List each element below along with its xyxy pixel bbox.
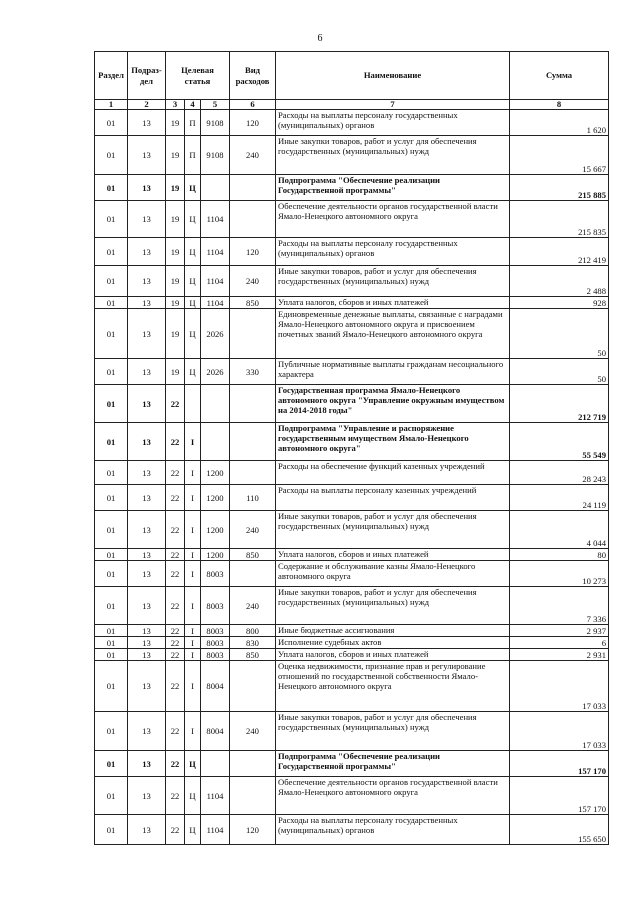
col-number: 7 xyxy=(276,100,510,110)
name-cell: Иные закупки товаров, работ и услуг для обеспечения государственных (муниципальных) нужд xyxy=(276,511,510,549)
sum-cell: 1 620 xyxy=(510,110,609,136)
razdel-cell: 01 xyxy=(95,175,128,201)
sum-cell: 212 419 xyxy=(510,238,609,266)
col-number: 5 xyxy=(201,100,230,110)
direction-code-cell: 8003 xyxy=(201,649,230,661)
podrazdel-cell: 13 xyxy=(128,637,166,649)
sum-cell: 157 170 xyxy=(510,777,609,815)
expense-type-cell xyxy=(230,561,276,587)
sum-cell: 928 xyxy=(510,297,609,309)
direction-code-cell: 9108 xyxy=(201,110,230,136)
direction-code-cell: 1200 xyxy=(201,485,230,511)
podrazdel-cell: 13 xyxy=(128,110,166,136)
razdel-cell: 01 xyxy=(95,712,128,751)
razdel-cell: 01 xyxy=(95,777,128,815)
name-cell: Иные закупки товаров, работ и услуг для обеспечения государственных (муниципальных) нужд xyxy=(276,136,510,175)
expense-type-cell xyxy=(230,309,276,359)
podrazdel-cell: 13 xyxy=(128,385,166,423)
direction-code-cell xyxy=(201,423,230,461)
subprogram-code-cell: Ц xyxy=(185,297,201,309)
col-number: 8 xyxy=(510,100,609,110)
direction-code-cell: 1104 xyxy=(201,297,230,309)
razdel-cell: 01 xyxy=(95,815,128,845)
table-row xyxy=(95,201,609,238)
subprogram-code-cell: I xyxy=(185,461,201,485)
sum-cell: 4 044 xyxy=(510,511,609,549)
direction-code-cell: 2026 xyxy=(201,309,230,359)
table-row xyxy=(95,136,609,175)
podrazdel-cell: 13 xyxy=(128,136,166,175)
sum-cell: 7 336 xyxy=(510,587,609,625)
direction-code-cell: 1104 xyxy=(201,777,230,815)
table-row xyxy=(95,423,609,461)
sum-cell: 215 835 xyxy=(510,201,609,238)
razdel-cell: 01 xyxy=(95,110,128,136)
subprogram-code-cell: П xyxy=(185,136,201,175)
table-row xyxy=(95,309,609,359)
razdel-cell: 01 xyxy=(95,461,128,485)
direction-code-cell: 8004 xyxy=(201,712,230,751)
program-code-cell: 19 xyxy=(166,359,185,385)
name-cell: Государственная программа Ямало-Ненецкого автономного округа "Управление окружным имуществом на 2014-2018 годы" xyxy=(276,385,510,423)
direction-code-cell: 1200 xyxy=(201,461,230,485)
podrazdel-cell: 13 xyxy=(128,359,166,385)
podrazdel-cell: 13 xyxy=(128,485,166,511)
podrazdel-cell: 13 xyxy=(128,309,166,359)
name-cell: Расходы на выплаты персоналу государственных (муниципальных) органов xyxy=(276,110,510,136)
header-podrazdel: Подраз- дел xyxy=(128,52,166,100)
name-cell: Обеспечение деятельности органов государственной власти Ямало-Ненецкого автономного округа xyxy=(276,201,510,238)
razdel-cell: 01 xyxy=(95,385,128,423)
program-code-cell: 19 xyxy=(166,175,185,201)
subprogram-code-cell: I xyxy=(185,649,201,661)
podrazdel-cell: 13 xyxy=(128,712,166,751)
expense-type-cell: 850 xyxy=(230,297,276,309)
program-code-cell: 22 xyxy=(166,777,185,815)
subprogram-code-cell: I xyxy=(185,561,201,587)
program-code-cell: 22 xyxy=(166,423,185,461)
name-cell: Иные закупки товаров, работ и услуг для обеспечения государственных (муниципальных) нужд xyxy=(276,712,510,751)
subprogram-code-cell: Ц xyxy=(185,309,201,359)
program-code-cell: 22 xyxy=(166,461,185,485)
table-row xyxy=(95,485,609,511)
name-cell: Иные закупки товаров, работ и услуг для обеспечения государственных (муниципальных) нужд xyxy=(276,266,510,297)
direction-code-cell: 8004 xyxy=(201,661,230,712)
program-code-cell: 19 xyxy=(166,201,185,238)
subprogram-code-cell: I xyxy=(185,511,201,549)
expense-type-cell xyxy=(230,461,276,485)
direction-code-cell xyxy=(201,751,230,777)
name-cell: Уплата налогов, сборов и иных платежей xyxy=(276,297,510,309)
direction-code-cell: 9108 xyxy=(201,136,230,175)
sum-cell: 15 667 xyxy=(510,136,609,175)
razdel-cell: 01 xyxy=(95,625,128,637)
sum-cell: 212 719 xyxy=(510,385,609,423)
sum-cell: 17 033 xyxy=(510,661,609,712)
razdel-cell: 01 xyxy=(95,751,128,777)
name-cell: Исполнение судебных актов xyxy=(276,637,510,649)
razdel-cell: 01 xyxy=(95,266,128,297)
razdel-cell: 01 xyxy=(95,561,128,587)
name-cell: Обеспечение деятельности органов государственной власти Ямало-Ненецкого автономного округа xyxy=(276,777,510,815)
expense-type-cell xyxy=(230,423,276,461)
table-row xyxy=(95,461,609,485)
subprogram-code-cell: Ц xyxy=(185,266,201,297)
direction-code-cell: 1104 xyxy=(201,238,230,266)
program-code-cell: 22 xyxy=(166,712,185,751)
sum-cell: 10 273 xyxy=(510,561,609,587)
subprogram-code-cell: П xyxy=(185,110,201,136)
direction-code-cell: 8003 xyxy=(201,625,230,637)
podrazdel-cell: 13 xyxy=(128,423,166,461)
name-cell: Содержание и обслуживание казны Ямало-Ненецкого автономного округа xyxy=(276,561,510,587)
table-row xyxy=(95,110,609,136)
column-number-row xyxy=(95,100,609,110)
expense-type-cell xyxy=(230,175,276,201)
podrazdel-cell: 13 xyxy=(128,238,166,266)
page-number: 6 xyxy=(317,33,323,44)
expense-type-cell: 240 xyxy=(230,266,276,297)
direction-code-cell: 1200 xyxy=(201,549,230,561)
razdel-cell: 01 xyxy=(95,309,128,359)
table-row xyxy=(95,777,609,815)
subprogram-code-cell: Ц xyxy=(185,751,201,777)
program-code-cell: 22 xyxy=(166,561,185,587)
name-cell: Оценка недвижимости, признание прав и регулирование отношений по государственной собственности Ямало-Ненецкого автономного округа xyxy=(276,661,510,712)
sum-cell: 2 931 xyxy=(510,649,609,661)
expense-type-cell xyxy=(230,751,276,777)
col-number: 2 xyxy=(128,100,166,110)
expense-type-cell: 120 xyxy=(230,110,276,136)
subprogram-code-cell: Ц xyxy=(185,201,201,238)
sum-cell: 6 xyxy=(510,637,609,649)
table-row xyxy=(95,587,609,625)
expense-type-cell xyxy=(230,777,276,815)
program-code-cell: 19 xyxy=(166,266,185,297)
name-cell: Подпрограмма "Обеспечение реализации Государственной программы" xyxy=(276,175,510,201)
subprogram-code-cell: Ц xyxy=(185,175,201,201)
program-code-cell: 22 xyxy=(166,485,185,511)
program-code-cell: 22 xyxy=(166,385,185,423)
podrazdel-cell: 13 xyxy=(128,815,166,845)
name-cell: Иные бюджетные ассигнования xyxy=(276,625,510,637)
sum-cell: 215 885 xyxy=(510,175,609,201)
expense-type-cell: 330 xyxy=(230,359,276,385)
subprogram-code-cell xyxy=(185,385,201,423)
expense-type-cell: 110 xyxy=(230,485,276,511)
table-row xyxy=(95,649,609,661)
program-code-cell: 19 xyxy=(166,136,185,175)
direction-code-cell: 1200 xyxy=(201,511,230,549)
sum-cell: 155 650 xyxy=(510,815,609,845)
sum-cell: 50 xyxy=(510,359,609,385)
podrazdel-cell: 13 xyxy=(128,297,166,309)
header-razdel: Раздел xyxy=(95,52,128,100)
expense-type-cell: 240 xyxy=(230,587,276,625)
expense-type-cell xyxy=(230,661,276,712)
podrazdel-cell: 13 xyxy=(128,661,166,712)
direction-code-cell: 8003 xyxy=(201,561,230,587)
razdel-cell: 01 xyxy=(95,201,128,238)
col-number: 1 xyxy=(95,100,128,110)
podrazdel-cell: 13 xyxy=(128,461,166,485)
sum-cell: 50 xyxy=(510,309,609,359)
subprogram-code-cell: Ц xyxy=(185,777,201,815)
program-code-cell: 22 xyxy=(166,637,185,649)
subprogram-code-cell: I xyxy=(185,625,201,637)
sum-cell: 17 033 xyxy=(510,712,609,751)
expense-type-cell xyxy=(230,385,276,423)
program-code-cell: 22 xyxy=(166,511,185,549)
razdel-cell: 01 xyxy=(95,423,128,461)
podrazdel-cell: 13 xyxy=(128,201,166,238)
razdel-cell: 01 xyxy=(95,511,128,549)
header-naimenovanie: Наименование xyxy=(276,52,510,100)
table-row xyxy=(95,511,609,549)
podrazdel-cell: 13 xyxy=(128,511,166,549)
table-row xyxy=(95,359,609,385)
razdel-cell: 01 xyxy=(95,549,128,561)
name-cell: Публичные нормативные выплаты гражданам несоциального характера xyxy=(276,359,510,385)
program-code-cell: 19 xyxy=(166,238,185,266)
table-row xyxy=(95,297,609,309)
program-code-cell: 19 xyxy=(166,110,185,136)
podrazdel-cell: 13 xyxy=(128,587,166,625)
podrazdel-cell: 13 xyxy=(128,649,166,661)
table-row xyxy=(95,815,609,845)
sum-cell: 28 243 xyxy=(510,461,609,485)
expense-type-cell: 850 xyxy=(230,549,276,561)
expense-type-cell: 240 xyxy=(230,712,276,751)
razdel-cell: 01 xyxy=(95,297,128,309)
table-row xyxy=(95,266,609,297)
direction-code-cell xyxy=(201,385,230,423)
program-code-cell: 22 xyxy=(166,549,185,561)
name-cell: Расходы на выплаты персоналу казенных учреждений xyxy=(276,485,510,511)
name-cell: Расходы на выплаты персоналу государственных (муниципальных) органов xyxy=(276,815,510,845)
expense-type-cell xyxy=(230,201,276,238)
razdel-cell: 01 xyxy=(95,587,128,625)
table-row xyxy=(95,561,609,587)
table-row xyxy=(95,238,609,266)
direction-code-cell: 8003 xyxy=(201,637,230,649)
expense-type-cell: 120 xyxy=(230,815,276,845)
program-code-cell: 22 xyxy=(166,587,185,625)
subprogram-code-cell: I xyxy=(185,637,201,649)
col-number: 6 xyxy=(230,100,276,110)
table-row xyxy=(95,175,609,201)
sum-cell: 24 119 xyxy=(510,485,609,511)
razdel-cell: 01 xyxy=(95,637,128,649)
subprogram-code-cell: Ц xyxy=(185,238,201,266)
subprogram-code-cell: I xyxy=(185,661,201,712)
razdel-cell: 01 xyxy=(95,649,128,661)
subprogram-code-cell: Ц xyxy=(185,815,201,845)
table-row xyxy=(95,751,609,777)
name-cell: Единовременные денежные выплаты, связанные с наградами Ямало-Ненецкого автономного округа и присвоением почетных званий Ямало-Ненецкого автономного округа xyxy=(276,309,510,359)
name-cell: Расходы на обеспечение функций казенных учреждений xyxy=(276,461,510,485)
sum-cell: 157 170 xyxy=(510,751,609,777)
podrazdel-cell: 13 xyxy=(128,777,166,815)
sum-cell: 55 549 xyxy=(510,423,609,461)
expense-type-cell: 240 xyxy=(230,511,276,549)
name-cell: Уплата налогов, сборов и иных платежей xyxy=(276,549,510,561)
sum-cell: 80 xyxy=(510,549,609,561)
header-celevaya-statya: Целевая статья xyxy=(166,52,230,100)
name-cell: Иные закупки товаров, работ и услуг для обеспечения государственных (муниципальных) нужд xyxy=(276,587,510,625)
table-row xyxy=(95,712,609,751)
program-code-cell: 22 xyxy=(166,815,185,845)
table-row xyxy=(95,549,609,561)
direction-code-cell: 2026 xyxy=(201,359,230,385)
subprogram-code-cell: I xyxy=(185,712,201,751)
sum-cell: 2 937 xyxy=(510,625,609,637)
podrazdel-cell: 13 xyxy=(128,549,166,561)
razdel-cell: 01 xyxy=(95,359,128,385)
header-summa: Сумма xyxy=(510,52,609,100)
expense-type-cell: 850 xyxy=(230,649,276,661)
table-row xyxy=(95,385,609,423)
sum-cell: 2 488 xyxy=(510,266,609,297)
budget-table xyxy=(94,51,609,845)
program-code-cell: 19 xyxy=(166,297,185,309)
direction-code-cell: 8003 xyxy=(201,587,230,625)
direction-code-cell xyxy=(201,175,230,201)
program-code-cell: 22 xyxy=(166,661,185,712)
name-cell: Уплата налогов, сборов и иных платежей xyxy=(276,649,510,661)
expense-type-cell: 120 xyxy=(230,238,276,266)
subprogram-code-cell: Ц xyxy=(185,359,201,385)
podrazdel-cell: 13 xyxy=(128,175,166,201)
table-body xyxy=(95,110,609,845)
podrazdel-cell: 13 xyxy=(128,561,166,587)
razdel-cell: 01 xyxy=(95,136,128,175)
col-number: 4 xyxy=(185,100,201,110)
name-cell: Подпрограмма "Управление и распоряжение государственным имуществом Ямало-Ненецкого автономного округа" xyxy=(276,423,510,461)
direction-code-cell: 1104 xyxy=(201,201,230,238)
razdel-cell: 01 xyxy=(95,661,128,712)
subprogram-code-cell: I xyxy=(185,587,201,625)
program-code-cell: 22 xyxy=(166,625,185,637)
razdel-cell: 01 xyxy=(95,238,128,266)
direction-code-cell: 1104 xyxy=(201,815,230,845)
program-code-cell: 22 xyxy=(166,649,185,661)
podrazdel-cell: 13 xyxy=(128,625,166,637)
subprogram-code-cell: I xyxy=(185,549,201,561)
table-row xyxy=(95,637,609,649)
col-number: 3 xyxy=(166,100,185,110)
subprogram-code-cell: I xyxy=(185,423,201,461)
name-cell: Расходы на выплаты персоналу государственных (муниципальных) органов xyxy=(276,238,510,266)
expense-type-cell: 240 xyxy=(230,136,276,175)
name-cell: Подпрограмма "Обеспечение реализации Государственной программы" xyxy=(276,751,510,777)
table-row xyxy=(95,661,609,712)
expense-type-cell: 830 xyxy=(230,637,276,649)
podrazdel-cell: 13 xyxy=(128,266,166,297)
program-code-cell: 19 xyxy=(166,309,185,359)
expense-type-cell: 800 xyxy=(230,625,276,637)
program-code-cell: 22 xyxy=(166,751,185,777)
direction-code-cell: 1104 xyxy=(201,266,230,297)
subprogram-code-cell: I xyxy=(185,485,201,511)
table-row xyxy=(95,625,609,637)
header-vid-rashodov: Вид расходов xyxy=(230,52,276,100)
podrazdel-cell: 13 xyxy=(128,751,166,777)
razdel-cell: 01 xyxy=(95,485,128,511)
